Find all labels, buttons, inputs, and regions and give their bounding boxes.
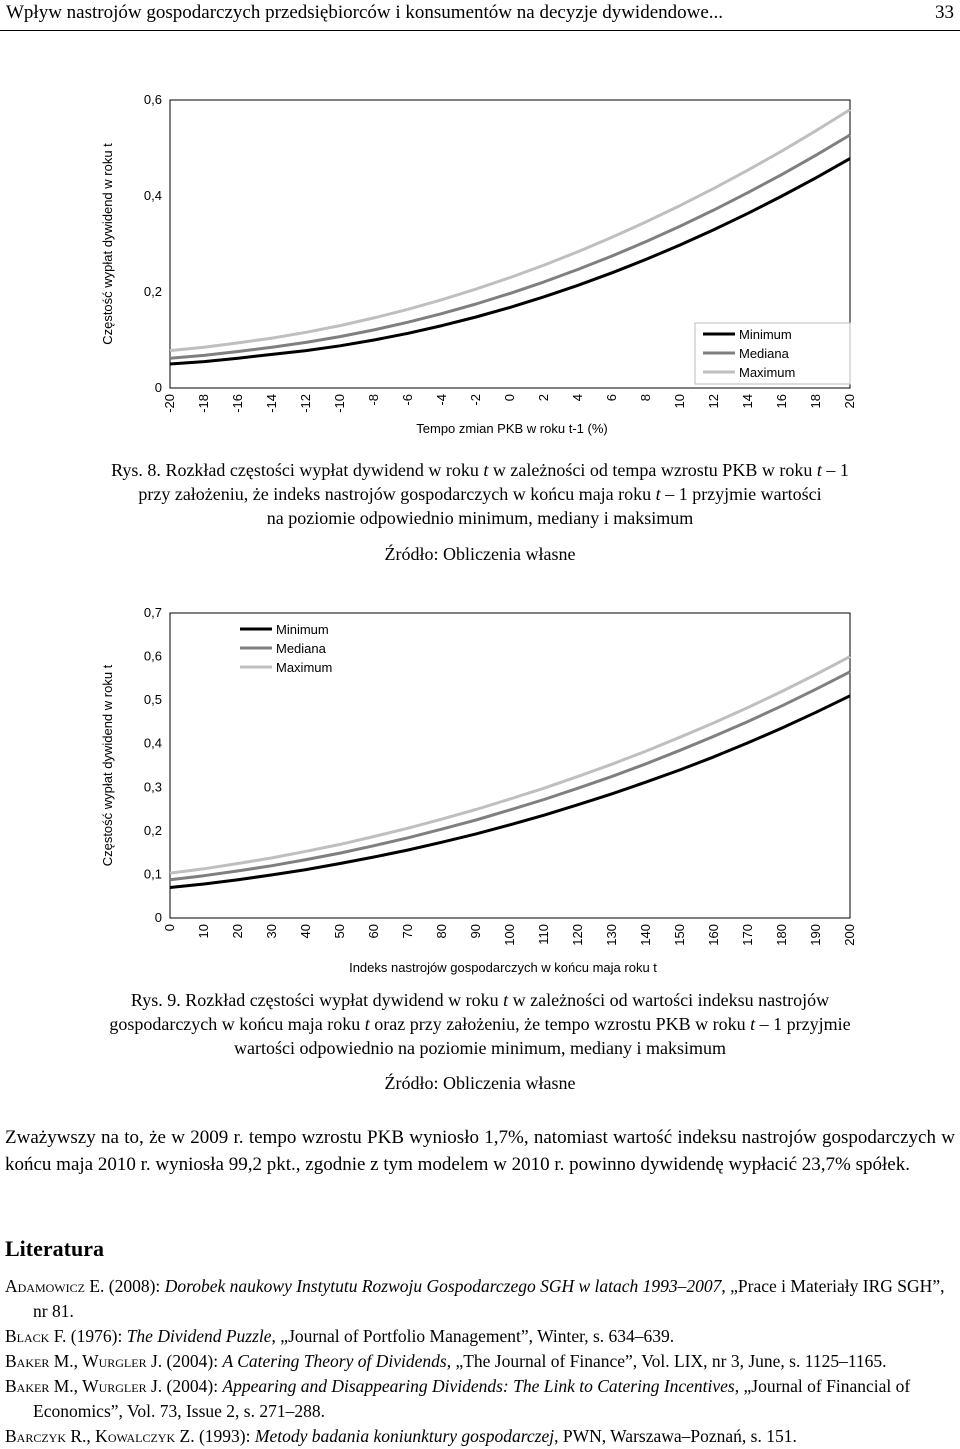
page-number: 33 (935, 2, 954, 23)
x-tick-label: 50 (332, 924, 347, 939)
legend-label: Maximum (739, 365, 796, 380)
caption-variable: t (816, 460, 822, 480)
x-axis-label: Indeks nastrojów gospodarczych w końcu maja roku t (349, 960, 657, 975)
series-line-maximum (170, 110, 850, 351)
y-tick-label: 0 (154, 910, 162, 925)
reference-details: , „Journal of Financial of Economics”, Vol. 73, Issue 2, s. 271–288. (33, 1376, 911, 1421)
x-axis-label: Tempo zmian PKB w roku t-1 (%) (416, 421, 608, 436)
figure-9-chart (0, 600, 960, 985)
reference-authors: Black F. (5, 1326, 67, 1346)
reference-details: , „Prace i Materiały IRG SGH”, nr 81. (33, 1276, 945, 1321)
y-tick-label: 0,6 (143, 648, 162, 664)
x-tick-label: 4 (570, 394, 585, 402)
y-tick-label: 0,4 (143, 735, 162, 751)
caption-text: – 1 przyjmie wartości (665, 484, 822, 504)
x-tick-label: 190 (808, 924, 823, 946)
legend-label: Mediana (739, 346, 789, 361)
x-tick-label: 170 (740, 924, 755, 946)
x-tick-label: 14 (740, 394, 755, 409)
reference-title: The Dividend Puzzle (126, 1326, 272, 1346)
x-tick-label: 2 (536, 394, 551, 402)
x-tick-label: 40 (298, 924, 313, 939)
figure-8-caption (0, 458, 960, 530)
x-tick-label: -18 (196, 394, 211, 413)
x-tick-label: 18 (808, 394, 823, 409)
y-axis-label: Częstość wypłat dywidend w roku t (100, 664, 115, 867)
x-tick-label: 120 (570, 924, 585, 946)
y-axis-label: Częstość wypłat dywidend w roku t (100, 143, 115, 345)
reference-title: Dorobek naukowy Instytutu Rozwoju Gospodarczego SGH w latach 1993–2007 (164, 1276, 722, 1296)
x-tick-label: -2 (468, 394, 483, 406)
caption-text: wartości odpowiednio na poziomie minimum, mediany i maksimum (234, 1038, 726, 1058)
y-tick-label: 0,3 (143, 779, 162, 795)
x-tick-label: -10 (332, 394, 347, 413)
x-tick-label: -4 (434, 394, 449, 406)
y-tick-label: 0 (154, 380, 162, 395)
reference-details: , „The Journal of Finance”, Vol. LIX, nr 3, June, s. 1125–1165. (446, 1351, 887, 1371)
x-tick-label: 90 (468, 924, 483, 939)
x-tick-label: 20 (842, 394, 857, 409)
caption-variable: t (364, 1014, 370, 1034)
x-tick-label: 150 (672, 924, 687, 946)
reference-year: (1976): (70, 1326, 123, 1346)
x-tick-label: 60 (366, 924, 381, 939)
x-tick-label: 70 (400, 924, 415, 939)
caption-text: – 1 (826, 460, 849, 480)
x-tick-label: 180 (774, 924, 789, 946)
x-tick-label: -14 (264, 394, 279, 413)
reference-item (5, 1324, 955, 1349)
reference-item (5, 1349, 955, 1374)
caption-variable: t (503, 990, 509, 1010)
literature-heading: Literatura (5, 1236, 104, 1261)
x-tick-label: 12 (706, 394, 721, 409)
y-tick-label: 0,2 (143, 822, 162, 838)
x-tick-label: 110 (536, 924, 551, 945)
y-tick-label: 0,2 (143, 284, 162, 299)
figure-8-source: Źródło: Obliczenia własne (384, 544, 576, 564)
x-tick-label: 0 (162, 924, 177, 932)
reference-item (5, 1274, 955, 1324)
figure-9-caption (0, 988, 960, 1060)
caption-variable: t (655, 484, 661, 504)
x-tick-label: 10 (196, 924, 211, 939)
x-tick-label: 20 (230, 924, 245, 939)
reference-authors: Baker M., Wurgler J. (5, 1351, 163, 1371)
reference-title: Metody badania koniunktury gospodarczej (254, 1426, 555, 1446)
figure-9-source: Źródło: Obliczenia własne (384, 1073, 576, 1093)
reference-list (5, 1274, 955, 1449)
y-tick-label: 0,6 (143, 92, 162, 107)
caption-text: na poziomie odpowiednio minimum, mediany i maksimum (266, 508, 694, 528)
caption-prefix: Rys. 8. (111, 460, 161, 480)
reference-authors: Barczyk R., Kowalczyk Z. (5, 1426, 195, 1446)
legend-label: Minimum (739, 327, 792, 342)
x-tick-label: 200 (842, 924, 857, 946)
body-paragraph: Zważywszy na to, że w 2009 r. tempo wzrostu PKB wyniosło 1,7%, natomiast wartość indeksu nastrojów gospodarczych w końcu maja 2010 r. wyniosła 99,2 pkt., zgodnie z tym modelem w 2010 r. powinno dywidendę wypłacić 23,7% spółek. (5, 1127, 955, 1175)
reference-year: (2004): (166, 1351, 219, 1371)
x-tick-label: -12 (298, 394, 313, 413)
caption-text: gospodarczych w końcu maja roku (109, 1014, 361, 1034)
x-tick-label: 140 (638, 924, 653, 946)
series-line-maximum (170, 657, 850, 874)
x-tick-label: 0 (502, 394, 517, 402)
y-tick-label: 0,5 (143, 692, 162, 708)
reference-title: A Catering Theory of Dividends (222, 1351, 447, 1371)
x-tick-label: 8 (638, 394, 653, 402)
x-tick-label: 80 (434, 924, 449, 939)
legend-label: Maximum (276, 660, 333, 675)
x-tick-label: 16 (774, 394, 789, 409)
x-tick-label: 160 (706, 924, 721, 946)
caption-variable: t (483, 460, 489, 480)
reference-details: , „Journal of Portfolio Management”, Winter, s. 634–639. (271, 1326, 675, 1346)
caption-variable: t (750, 1014, 756, 1034)
y-tick-label: 0,1 (143, 866, 162, 882)
caption-prefix: Rys. 9. (130, 990, 181, 1010)
y-tick-label: 0,4 (143, 188, 162, 203)
x-tick-label: -8 (366, 394, 381, 406)
caption-text: oraz przy założeniu, że tempo wzrostu PKB w roku (374, 1014, 746, 1034)
x-tick-label: 30 (264, 924, 279, 939)
reference-year: (2004): (166, 1376, 219, 1396)
x-tick-label: 10 (672, 394, 687, 409)
caption-text: – 1 przyjmie (759, 1014, 851, 1034)
x-tick-label: 130 (604, 924, 619, 946)
reference-details: , PWN, Warszawa–Poznań, s. 151. (554, 1426, 797, 1446)
x-tick-label: -16 (230, 394, 245, 413)
reference-authors: Adamowicz E. (5, 1276, 105, 1296)
legend-label: Mediana (276, 641, 326, 656)
plot-area (170, 613, 850, 918)
reference-item (5, 1424, 955, 1449)
reference-year: (1993): (198, 1426, 251, 1446)
caption-text: przy założeniu, że indeks nastrojów gospodarczych w końcu maja roku (138, 484, 652, 504)
running-header (0, 0, 960, 31)
reference-title: Appearing and Disappearing Dividends: The Link to Catering Incentives (222, 1376, 735, 1396)
x-tick-label: 100 (502, 924, 517, 946)
y-tick-label: 0,7 (143, 605, 162, 620)
legend-label: Minimum (276, 622, 329, 637)
reference-year: (2008): (108, 1276, 161, 1296)
figure-8-chart (0, 80, 960, 450)
running-title: Wpływ nastrojów gospodarczych przedsiębiorców i konsumentów na decyzje dywidendowe... (6, 2, 724, 23)
caption-text: Rozkład częstości wypłat dywidend w roku (185, 990, 499, 1010)
reference-authors: Baker M., Wurgler J. (5, 1376, 163, 1396)
reference-item (5, 1374, 955, 1424)
x-tick-label: 6 (604, 394, 619, 402)
series-line-mediana (170, 672, 850, 880)
caption-text: w zależności od wartości indeksu nastrojów (512, 990, 830, 1010)
x-tick-label: -6 (400, 394, 415, 406)
caption-text: Rozkład częstości wypłat dywidend w roku (165, 460, 479, 480)
caption-text: w zależności od tempa wzrostu PKB w roku (492, 460, 813, 480)
x-tick-label: -20 (162, 394, 177, 413)
